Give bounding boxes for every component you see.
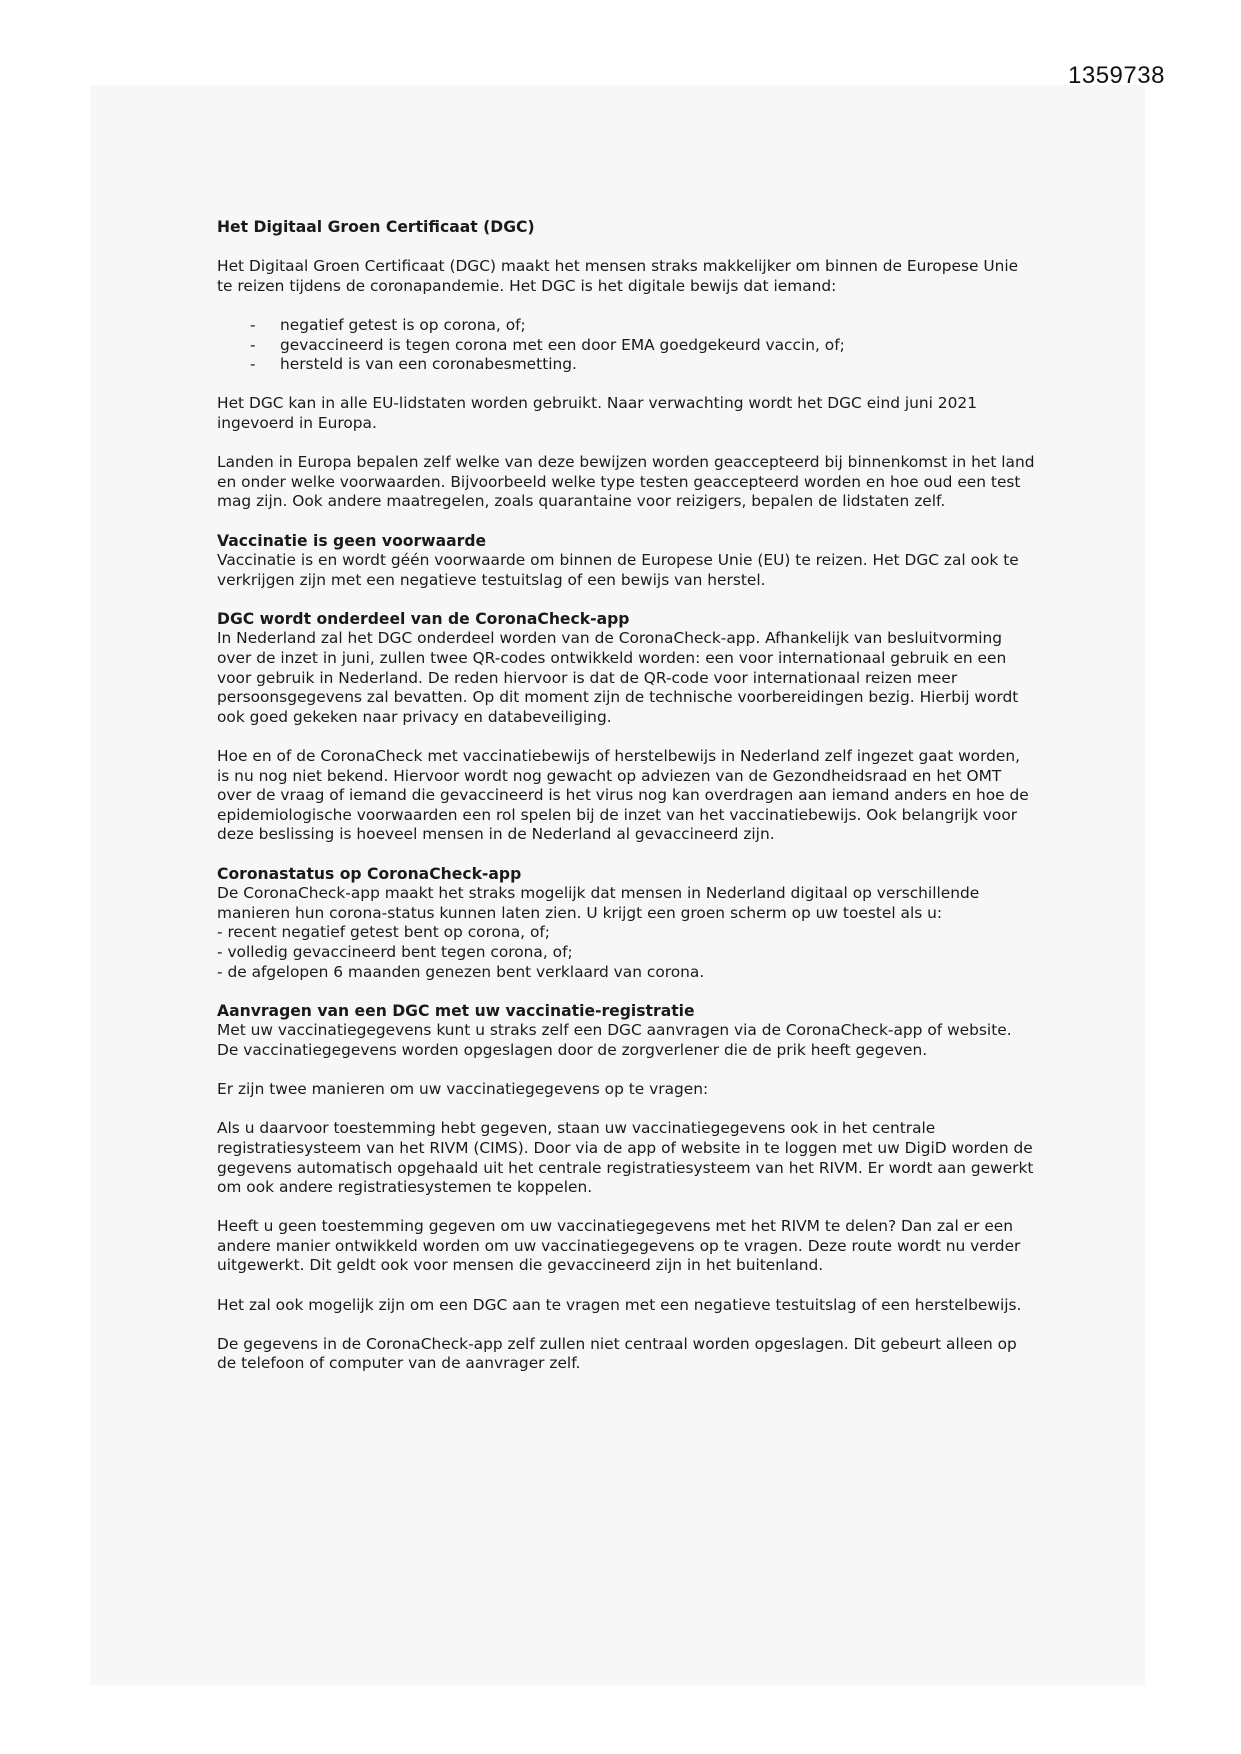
document-number: 1359738	[1068, 62, 1165, 89]
section-text: De CoronaCheck-app maakt het straks mogelijk dat mensen in Nederland digitaal op verschillende manieren hun corona-status kunnen laten zien. U krijgt een groen scherm op uw toestel als u:	[217, 884, 980, 922]
section-heading: DGC wordt onderdeel van de CoronaCheck-app	[217, 609, 630, 628]
section-text: Hoe en of de CoronaCheck met vaccinatiebewijs of herstelbewijs in Nederland zelf ingezet gaat worden, is nu nog niet bekend. Hiervoor wordt nog gewacht op adviezen van de Gezondheidsraad en het OMT over de vraag of iemand die gevaccineerd is het virus nog kan overdragen aan iemand anders en hoe de epidemiologische voorwaarden een rol spelen bij de inzet van het vaccinatiebewijs. Ook belangrijk voor deze beslissing is hoeveel mensen in de Nederland al gevaccineerd zijn.	[217, 747, 1029, 844]
section-coronacheck	[217, 610, 1037, 845]
list-item: - recent negatief getest bent op corona, of;	[217, 923, 550, 942]
intro-bullet-list	[217, 316, 1037, 375]
list-item: - volledig gevaccineerd bent tegen corona, of;	[217, 942, 573, 961]
list-item: - gevaccineerd is tegen corona met een door EMA goedgekeurd vaccin, of;	[250, 335, 845, 354]
section-heading: Coronastatus op CoronaCheck-app	[217, 864, 522, 883]
eu-paragraph: Het DGC kan in alle EU-lidstaten worden gebruikt. Naar verwachting wordt het DGC eind juni 2021 ingevoerd in Europa.	[217, 394, 977, 432]
list-item: - hersteld is van een coronabesmetting.	[250, 355, 577, 374]
list-item: - negatief getest is op corona, of;	[250, 315, 526, 334]
section-text: Vaccinatie is en wordt géén voorwaarde om binnen de Europese Unie (EU) te reizen. Het DGC zal ook te verkrijgen zijn met een negatieve testuitslag of een bewijs van herstel.	[217, 551, 1019, 589]
section-vaccinatie	[217, 532, 1037, 591]
section-heading: Vaccinatie is geen voorwaarde	[217, 531, 487, 550]
section-text: Het zal ook mogelijk zijn om een DGC aan te vragen met een negatieve testuitslag of een herstelbewijs.	[217, 1295, 1022, 1314]
document-title: Het Digitaal Groen Certificaat (DGC)	[217, 218, 535, 236]
section-aanvragen	[217, 1002, 1037, 1374]
section-heading: Aanvragen van een DGC met uw vaccinatie-registratie	[217, 1001, 695, 1020]
intro-paragraph: Het Digitaal Groen Certificaat (DGC) maakt het mensen straks makkelijker om binnen de Europese Unie te reizen tijdens de coronapandemie. Het DGC is het digitale bewijs dat iemand:	[217, 257, 1019, 295]
document-body	[217, 218, 1037, 1394]
section-text: De gegevens in de CoronaCheck-app zelf zullen niet centraal worden opgeslagen. Dit gebeurt alleen op de telefoon of computer van de aanvrager zelf.	[217, 1334, 1017, 1373]
section-text: Er zijn twee manieren om uw vaccinatiegegevens op te vragen:	[217, 1080, 709, 1099]
section-text: Heeft u geen toestemming gegeven om uw vaccinatiegegevens met het RIVM te delen? Dan zal er een andere manier ontwikkeld worden om uw vaccinatiegegevens op te vragen. Deze route wordt nu verder uitgewerkt. Dit geldt ook voor mensen die gevaccineerd zijn in het buitenland.	[217, 1217, 1021, 1275]
landen-paragraph: Landen in Europa bepalen zelf welke van deze bewijzen worden geaccepteerd bij binnenkomst in het land en onder welke voorwaarden. Bijvoorbeeld welke type testen geaccepteerd worden en hoe oud een test mag zijn. Ook andere maatregelen, zoals quarantaine voor reizigers, bepalen de lidstaten zelf.	[217, 453, 1035, 511]
section-status	[217, 865, 1037, 983]
section-text: Met uw vaccinatiegegevens kunt u straks zelf een DGC aanvragen via de CoronaCheck-app of website. De vaccinatiegegevens worden opgeslagen door de zorgverlener die de prik heeft gegeven.	[217, 1021, 1012, 1059]
section-text: Als u daarvoor toestemming hebt gegeven, staan uw vaccinatiegegevens ook in het centrale registratiesysteem van het RIVM (CIMS). Door via de app of website in te loggen met uw DigiD worden de gegevens automatisch opgehaald uit het centrale registratiesysteem van het RIVM. Er wordt aan gewerkt om ook andere registratiesystemen te koppelen.	[217, 1119, 1034, 1197]
status-list	[217, 923, 1037, 982]
section-text: In Nederland zal het DGC onderdeel worden van de CoronaCheck-app. Afhankelijk van besluitvorming over de inzet in juni, zullen twee QR-codes ontwikkeld worden: een voor internationaal gebruik en een voor gebruik in Nederland. De reden hiervoor is dat de QR-code voor internationaal reizen meer persoonsgegevens zal bevatten. Op dit moment zijn de technische voorbereidingen bezig. Hierbij wordt ook goed gekeken naar privacy en databeveiliging.	[217, 629, 1019, 726]
list-item: - de afgelopen 6 maanden genezen bent verklaard van corona.	[217, 962, 705, 981]
